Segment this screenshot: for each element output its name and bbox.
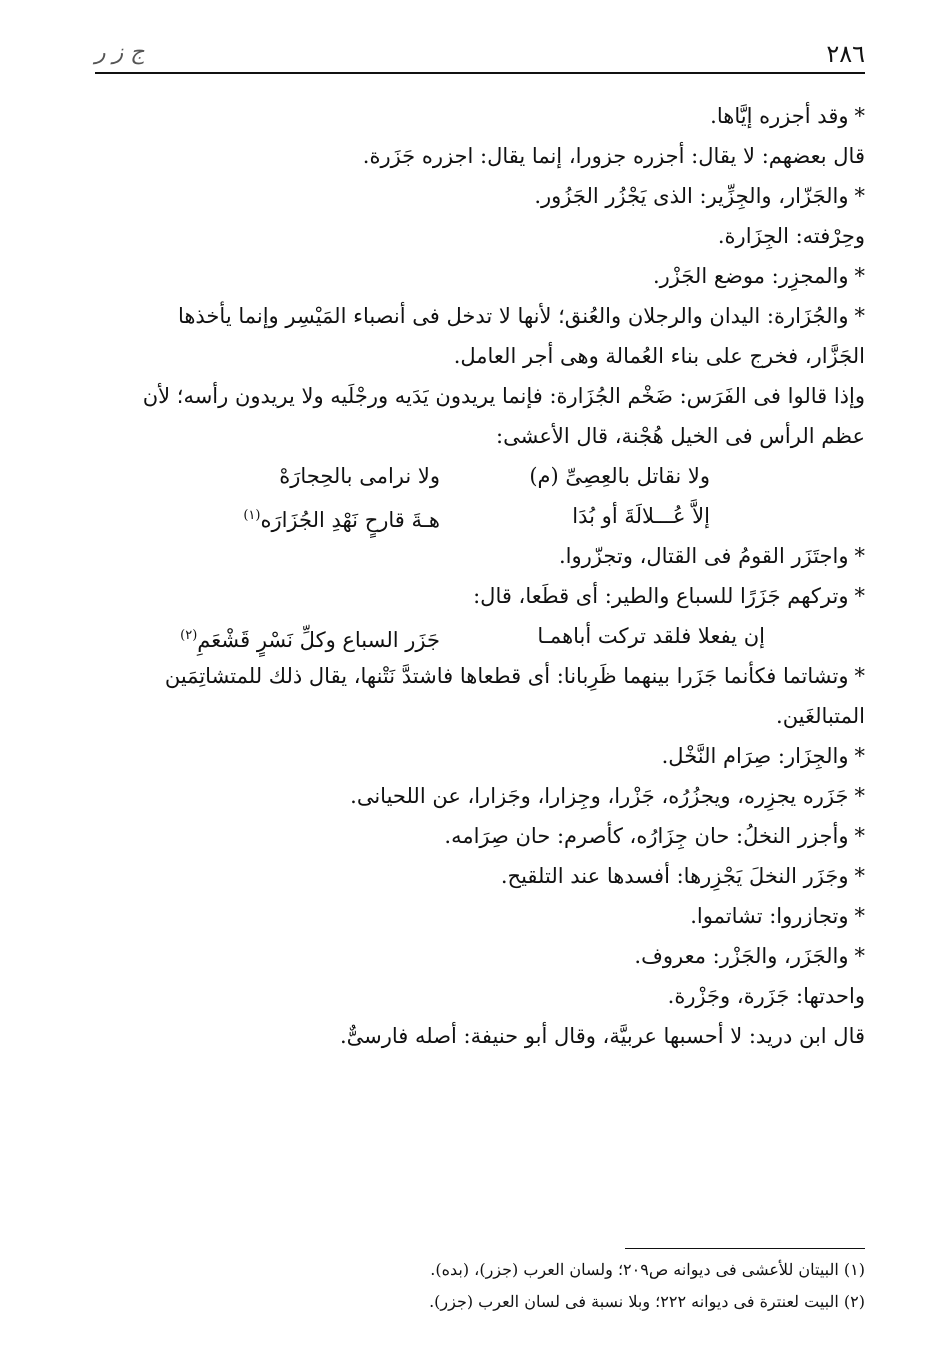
line-text: قال ابن دريد: لا أحسبها عربيَّة، وقال أبو حنيفة: أصله فارسىٌّ. [339,1024,865,1048]
line-text: وحِرْفته: الجِزَارة. [717,224,865,248]
line-text: والجُزَارة: اليدان والرجلان والعُنق؛ لأنها لا تدخل فى أنصباء المَيْسِر وإنما يأخذها [177,304,849,328]
entry-star: * [854,664,865,688]
text-line [95,656,865,696]
entry-star: * [854,264,865,288]
text-line [95,176,865,216]
text-line [95,336,865,376]
page-number: ٢٨٦ [826,40,865,68]
footnote: (١) البيتان للأعشى فى ديوانه ص٢٠٩؛ ولسان العرب (جزر)، (بده). [430,1260,865,1279]
entry-star: * [854,104,865,128]
footnote-ref: (١) [243,508,261,523]
line-text: الجَزَّار، فخرج على بناء العُمالة وهى أجر العامل. [453,344,865,368]
verse-first-hemistich: ولا نقاتل بالعِصِىِّ (م) [529,464,710,488]
text-line [95,856,865,896]
text-line [95,536,865,576]
text-line [95,776,865,816]
page-header [95,36,865,70]
poem-verse [95,456,865,496]
entry-star: * [854,184,865,208]
line-text: وتركهم جَزَرًا للسباع والطير: أى قطَعا، قال: [473,584,849,608]
line-text: وتجازروا: تشاتموا. [690,904,849,928]
line-text: المتبالغَين. [776,704,865,728]
verse-second-hemistich [180,616,440,660]
line-text: وإذا قالوا فى الفَرَس: ضَخْم الجُزَارة: فإنما يريدون يَدَيه ورجْلَيه ولا يريدون رأسه؛ لأن [142,384,865,408]
text-line [95,976,865,1016]
entry-star: * [854,944,865,968]
line-text: والمجزِر: موضع الجَزْر. [652,264,849,288]
line-text: والجَزّار، والجِزِّير: الذى يَجْزُر الجَزُور. [534,184,849,208]
line-text: والجَزَر، والجَزْر: معروف. [634,944,849,968]
header-rule [95,72,865,74]
text-line [95,376,865,416]
poem-verse [95,616,865,656]
entry-star: * [854,824,865,848]
text-line [95,216,865,256]
text-line [95,296,865,336]
text-line [95,96,865,136]
verse-second-hemistich [243,496,440,540]
entry-star: * [854,584,865,608]
line-text: وقد أجزره إيَّاها. [710,104,849,128]
footnote-ref: (٢) [180,628,198,643]
line-text: جَزَره يجزِره، ويجزُرُه، جَزْرا، وجِزارا، وجَزارا، عن اللحيانى. [350,784,849,808]
poem-verse [95,496,865,536]
text-line [95,896,865,936]
line-text: والجِزَار: صِرَام النَّخْل. [661,744,849,768]
text-line [95,256,865,296]
text-line [95,936,865,976]
text-line [95,696,865,736]
text-line [95,1016,865,1056]
entry-star: * [854,784,865,808]
text-line [95,816,865,856]
footnote-rule [625,1248,865,1249]
verse-first-hemistich: إن يفعلا فلقد تركت أباهمـا [537,624,765,648]
verse-second-hemistich: ولا نرامى بالحِجارَهْ [279,464,440,488]
hemistich-text: جَزَر السباع وكلِّ نَسْرٍ قَشْعَمِ [197,628,440,652]
hemistich-text: هـةَ قارحٍ نَهْدِ الجُزَارَه [260,508,440,532]
entry-star: * [854,744,865,768]
line-text: وأجزر النخلُ: حان جِزَارُه، كأصرم: حان صِرَامه. [444,824,849,848]
main-text [95,96,865,1056]
line-text: وجَزَر النخلَ يَجْزِرها: أفسدها عند التلقيح. [500,864,849,888]
text-line [95,136,865,176]
footnotes [95,1254,865,1318]
entry-star: * [854,864,865,888]
line-text: واحدتها: جَزَرة، وجَزْرة. [667,984,865,1008]
verse-first-hemistich: إلاَّ عُـــلالَةَ أو بُدَا [572,504,710,528]
line-text: واجتَزَر القومُ فى القتال، وتجزّروا. [558,544,849,568]
entry-star: * [854,544,865,568]
entry-star: * [854,304,865,328]
line-text: عظم الرأس فى الخيل هُجْنة، قال الأعشى: [496,424,865,448]
text-line [95,576,865,616]
line-text: وتشاتما فكأنما جَزَرا بينهما ظَرِبانا: أى قطعاها فاشتدَّ نَتْنها، يقال ذلك للمتشاتِمَين [164,664,849,688]
root-letters-mark: ج ز ر [95,40,145,65]
text-line [95,416,865,456]
footnote: (٢) البيت لعنترة فى ديوانه ٢٢٢؛ وبلا نسبة فى لسان العرب (جزر). [429,1292,865,1311]
text-line [95,736,865,776]
entry-star: * [854,904,865,928]
line-text: قال بعضهم: لا يقال: أجزره جزورا، إنما يقال: اجزره جَزَرة. [362,144,865,168]
